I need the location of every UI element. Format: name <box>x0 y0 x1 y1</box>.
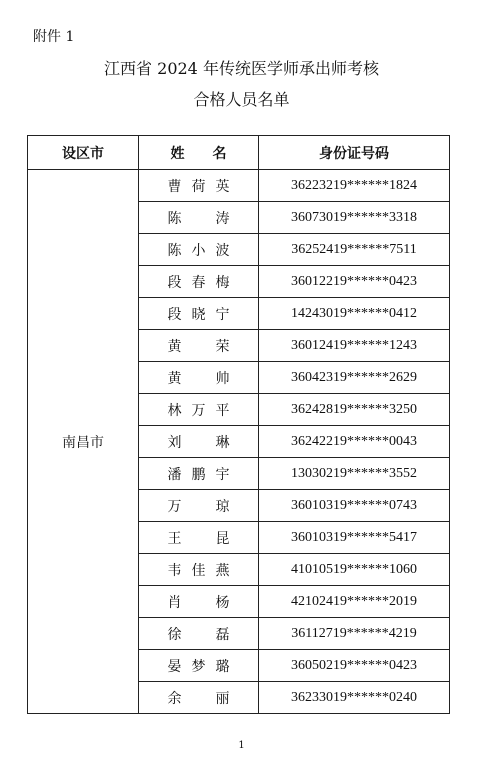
name-character: 燕 <box>215 562 230 579</box>
name-character: 陈 <box>167 242 182 259</box>
document-title-line1: 江西省 2024 年传统医学师承出师考核 <box>104 59 379 78</box>
name-cell <box>139 234 259 266</box>
name-character: 璐 <box>215 658 230 675</box>
name-character: 波 <box>215 242 230 259</box>
name-cell <box>139 362 259 394</box>
name-character: 丽 <box>215 690 230 707</box>
name-character: 黄 <box>167 338 182 355</box>
name-character: 晓 <box>191 306 206 323</box>
name-character: 段 <box>167 274 182 291</box>
name-cell <box>139 554 259 586</box>
name-cell <box>139 394 259 426</box>
id-number-cell: 36073019******3318 <box>259 202 450 234</box>
attachment-label: 附件 1 <box>33 29 75 45</box>
name-character: 涛 <box>215 210 230 227</box>
name-cell <box>139 586 259 618</box>
name-character: 英 <box>215 178 230 195</box>
id-number-cell: 36012219******0423 <box>259 266 450 298</box>
name-character: 徐 <box>167 626 182 643</box>
name-character: 梅 <box>215 274 230 291</box>
name-character: 佳 <box>191 562 206 579</box>
name-character: 刘 <box>167 434 182 451</box>
name-cell <box>139 650 259 682</box>
id-number-cell: 36242219******0043 <box>259 426 450 458</box>
qualified-personnel-table <box>27 135 450 714</box>
name-cell <box>139 490 259 522</box>
name-character: 宁 <box>215 306 230 323</box>
name-character: 春 <box>191 274 206 291</box>
name-character: 昆 <box>215 530 230 547</box>
id-number-cell: 13030219******3552 <box>259 458 450 490</box>
header-name: 姓 名 <box>139 136 259 170</box>
id-number-cell: 41010519******1060 <box>259 554 450 586</box>
name-cell <box>139 618 259 650</box>
name-character: 万 <box>167 498 182 515</box>
name-character: 晏 <box>167 658 182 675</box>
id-number-cell: 36252419******7511 <box>259 234 450 266</box>
id-number-cell: 36223219******1824 <box>259 170 450 202</box>
name-character: 余 <box>167 690 182 707</box>
name-character: 荷 <box>191 178 206 195</box>
name-character: 平 <box>215 402 230 419</box>
name-character: 曹 <box>167 178 182 195</box>
name-cell <box>139 266 259 298</box>
name-cell <box>139 458 259 490</box>
header-id-number: 身份证号码 <box>259 136 450 170</box>
id-number-cell: 36010319******0743 <box>259 490 450 522</box>
name-character: 琼 <box>215 498 230 515</box>
name-character: 陈 <box>167 210 182 227</box>
id-number-cell: 36012419******1243 <box>259 330 450 362</box>
name-cell <box>139 522 259 554</box>
name-cell <box>139 426 259 458</box>
name-character: 鹏 <box>191 466 206 483</box>
name-character: 黄 <box>167 370 182 387</box>
id-number-cell: 36112719******4219 <box>259 618 450 650</box>
header-city: 设区市 <box>28 136 139 170</box>
name-cell <box>139 682 259 714</box>
table-row <box>28 170 450 202</box>
id-number-cell: 14243019******0412 <box>259 298 450 330</box>
id-number-cell: 36050219******0423 <box>259 650 450 682</box>
id-number-cell: 36242819******3250 <box>259 394 450 426</box>
name-cell <box>139 298 259 330</box>
name-character: 王 <box>167 530 182 547</box>
table-header-row <box>28 136 450 170</box>
name-cell <box>139 202 259 234</box>
name-character: 段 <box>167 306 182 323</box>
name-cell <box>139 170 259 202</box>
name-character: 万 <box>191 402 206 419</box>
id-number-cell: 36042319******2629 <box>259 362 450 394</box>
page-number: 1 <box>238 740 245 751</box>
name-character: 林 <box>167 402 182 419</box>
name-cell <box>139 330 259 362</box>
name-character: 琳 <box>215 434 230 451</box>
name-character: 杨 <box>215 594 230 611</box>
id-number-cell: 42102419******2019 <box>259 586 450 618</box>
name-character: 梦 <box>191 658 206 675</box>
name-character: 韦 <box>167 562 182 579</box>
document-title-line2: 合格人员名单 <box>193 90 290 109</box>
name-character: 潘 <box>167 466 182 483</box>
name-character: 小 <box>191 242 206 259</box>
table-body <box>28 170 450 714</box>
id-number-cell: 36010319******5417 <box>259 522 450 554</box>
name-character: 帅 <box>215 370 230 387</box>
name-character: 磊 <box>215 626 230 643</box>
name-character: 肖 <box>167 594 182 611</box>
id-number-cell: 36233019******0240 <box>259 682 450 714</box>
name-character: 宇 <box>215 466 230 483</box>
city-cell: 南昌市 <box>28 170 139 714</box>
name-character: 荣 <box>215 338 230 355</box>
